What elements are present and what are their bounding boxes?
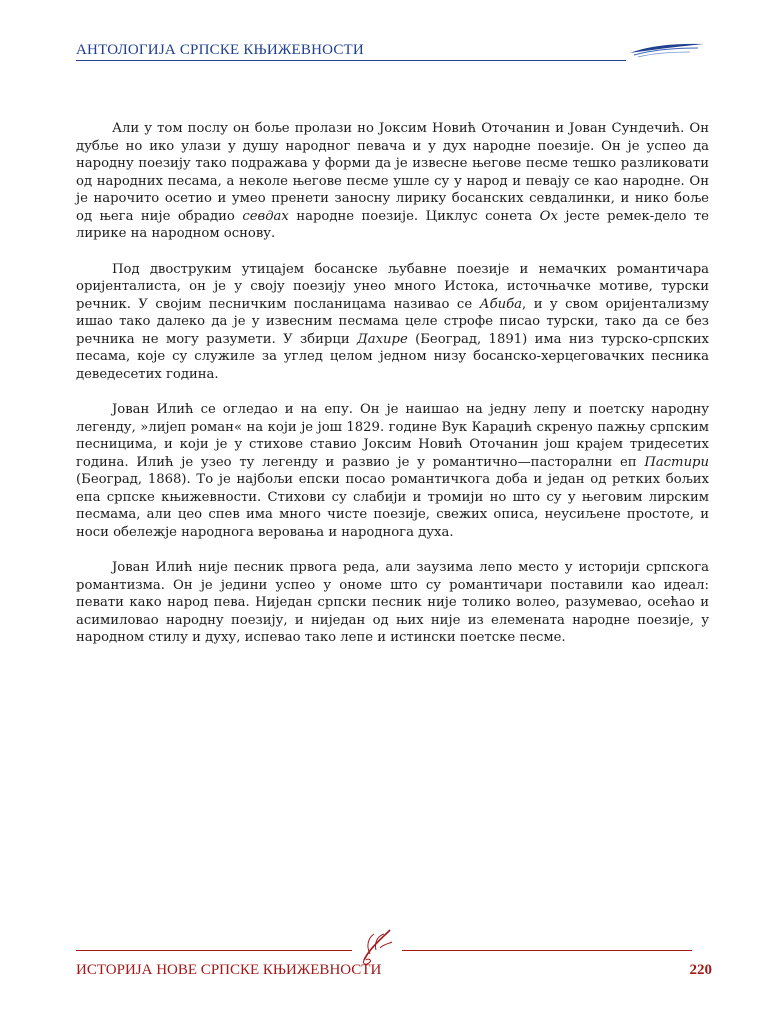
paragraph-text: (Београд, 1891) има низ турско-српских песама, које су служиле за углед целом једном низу босанско-херцеговачких песника деведесетих година.: [76, 331, 709, 382]
header-title: АНТОЛОГИЈА СРПСКЕ КЊИЖЕВНОСТИ: [76, 42, 364, 58]
footer-rule-left: [76, 950, 352, 951]
paragraph: [76, 261, 709, 384]
italic-text: Пастири: [644, 454, 709, 470]
paragraph-text: Јован Илић није песник првога реда, али заузима лепо место у историји српскога романтизма. Он је једини успео у ономе што су романтичари поставили као идеал: певати како народ пева. Ниједан српски песник није толико волео, разумевао, осећао и асимиловао народну поезију, и ниједан од њих није из елемената народне поезије, у народном стилу и духу, испевао тако лепе и истински поетске песме.: [76, 560, 709, 645]
footer-rule-right: [402, 950, 692, 951]
italic-text: севдах: [242, 208, 289, 224]
paragraph-text: јесте ремек-дело те лирике на народном основу.: [76, 208, 709, 241]
header-rule: [76, 60, 626, 61]
paragraph-text: Јован Илић се огледао и на епу. Он је наишао на једну лепу и поетску народну легенду, »лијеп роман« на који је још 1829. године Вук Караџић скренуо пажњу српским песницима, и који је у стихове ставио Јоксим Новић Оточанин још крајем тридесетих година. Илић је узео ту легенду и развио је у романтично—пасторални еп: [76, 402, 709, 470]
paragraph: [76, 559, 709, 647]
paragraph-text: народне поезије. Циклус сонета: [288, 208, 540, 224]
italic-text: Дахире: [356, 331, 408, 347]
paragraph-text: , и у свом оријентализму ишао тако далеко да је у извесним песмама целе строфе писао турски, тако да се без речника не могу разумети. У збирци: [76, 296, 709, 347]
article-body: [76, 120, 709, 665]
italic-text: Ох: [539, 208, 558, 224]
italic-text: Абиба: [479, 296, 523, 312]
footer-title: ИСТОРИЈА НОВЕ СРПСКЕ КЊИЖЕВНОСТИ: [76, 962, 382, 978]
paragraph-text: (Београд, 1868). То је најбољи епски посао романтичкога доба и један од ретких бољих епа српске књижевности. Стихови су слабији и тромији но што су у његовим лирским песмама, али цео спев има много чисте поезије, свежих описа, неусиљене простоте, и носи обележје народнога веровања и народнога духа.: [76, 472, 709, 540]
paragraph: [76, 120, 709, 243]
page-number: 220: [689, 962, 712, 978]
paragraph: [76, 401, 709, 541]
feather-ornament-icon: [628, 40, 706, 60]
paragraph-text: Али у том послу он боље пролази но Јоксим Новић Оточанин и Јован Сундечић. Он дубље но ико улази у душу народног певача и у дух народне поезије. Он је успео да народну поезију тако подражава у форми да је извесне његове песме тешко разликовати од народних песама, а неколе његове песме ушле су у народ и певају се као народне. Он је нарочито осетио и умео пренети заносну лирику босанских севдалинки, и нико боље од њега није обрадио: [76, 121, 709, 224]
paragraph-text: Под двоструким утицајем босанске љубавне поезије и немачких романтичара оријенталиста, он је у своју поезију унео много Истока, источњачке мотиве, турски речник. У својим песничким посланицама називао се: [76, 261, 709, 312]
